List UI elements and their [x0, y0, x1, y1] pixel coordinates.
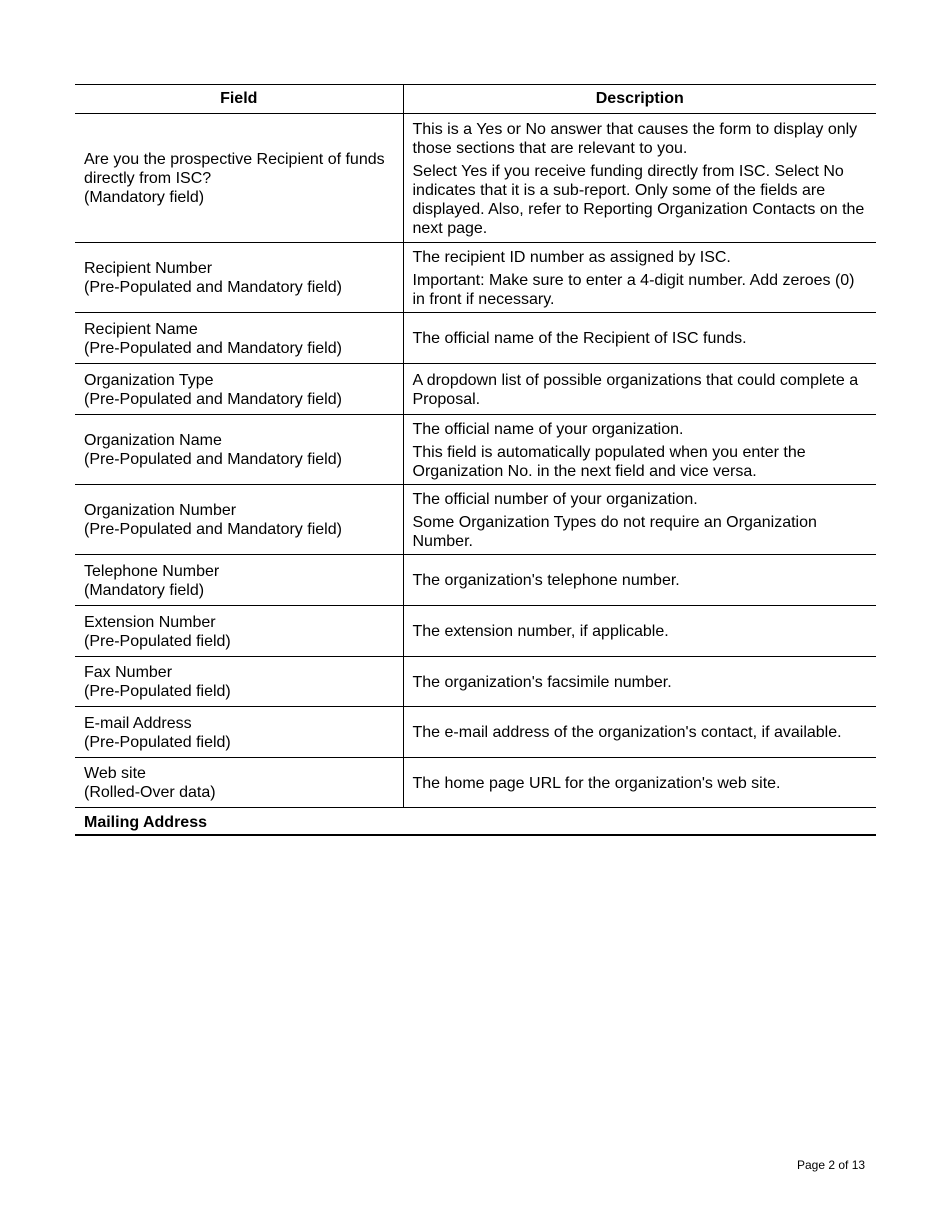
section-heading-row	[75, 808, 876, 836]
field-cell	[75, 657, 403, 707]
field-note: (Pre-Populated field)	[84, 632, 231, 650]
description-cell	[403, 657, 876, 707]
table-row	[75, 364, 876, 415]
description-text: Select Yes if you receive funding directly from ISC. Select No indicates that it is a sub-report. Only some of the fields are displayed. Also, refer to Reporting Organization Contacts on the next page.	[412, 162, 865, 237]
table-row	[75, 606, 876, 657]
field-cell	[75, 555, 403, 606]
description-cell	[403, 415, 876, 485]
field-cell	[75, 313, 403, 364]
column-header-field: Field	[75, 85, 403, 114]
description-text: The official name of the Recipient of ISC funds.	[412, 330, 747, 347]
description-cell	[403, 243, 876, 313]
table-row	[75, 415, 876, 485]
field-note: (Pre-Populated and Mandatory field)	[84, 339, 342, 357]
description-text: Some Organization Types do not require an Organization Number.	[412, 513, 817, 550]
description-text: This field is automatically populated when you enter the Organization No. in the next field and vice versa.	[412, 443, 806, 480]
field-note: (Pre-Populated and Mandatory field)	[84, 451, 342, 468]
description-text: The official name of your organization.	[412, 420, 684, 438]
description-cell	[403, 485, 876, 555]
field-name: Extension Number	[84, 613, 216, 631]
field-name: Web site	[84, 765, 146, 782]
column-header-description: Description	[403, 85, 876, 114]
field-name: Are you the prospective Recipient of funds directly from ISC?	[84, 151, 385, 187]
description-text: The organization's facsimile number.	[412, 673, 672, 691]
table-row	[75, 313, 876, 364]
field-note: (Rolled-Over data)	[84, 784, 216, 801]
table-row	[75, 243, 876, 313]
description-text: A dropdown list of possible organizations that could complete a Proposal.	[412, 371, 859, 408]
field-name: Organization Number	[84, 502, 237, 519]
description-text: Important: Make sure to enter a 4-digit number. Add zeroes (0) in front if necessary.	[412, 271, 855, 308]
field-cell	[75, 243, 403, 313]
field-name: Telephone Number	[84, 562, 220, 580]
table-row	[75, 657, 876, 707]
field-name: E-mail Address	[84, 714, 192, 732]
field-name: Organization Name	[84, 432, 222, 449]
page-number: Page 2 of 13	[797, 1158, 866, 1172]
field-note: (Pre-Populated and Mandatory field)	[84, 521, 342, 538]
field-note: (Pre-Populated field)	[84, 733, 231, 751]
description-cell	[403, 758, 876, 808]
description-text: The organization's telephone number.	[412, 572, 680, 589]
field-name: Fax Number	[84, 664, 173, 681]
field-note: (Pre-Populated field)	[84, 683, 231, 700]
description-cell	[403, 114, 876, 243]
description-text: The e-mail address of the organization's contact, if available.	[412, 724, 842, 741]
description-text: The official number of your organization.	[412, 490, 698, 508]
table-row	[75, 555, 876, 606]
description-text: This is a Yes or No answer that causes the form to display only those sections that are relevant to you.	[412, 120, 858, 157]
field-name: Organization Type	[84, 371, 214, 389]
field-note: (Pre-Populated and Mandatory field)	[84, 390, 342, 408]
field-cell	[75, 485, 403, 555]
field-cell	[75, 707, 403, 758]
table-row	[75, 707, 876, 758]
field-cell	[75, 364, 403, 415]
field-cell	[75, 114, 403, 243]
field-name: Recipient Name	[84, 320, 198, 338]
field-name: Recipient Number	[84, 260, 213, 277]
field-description-table	[75, 84, 876, 836]
description-cell	[403, 606, 876, 657]
description-cell	[403, 364, 876, 415]
field-cell	[75, 758, 403, 808]
field-note: (Pre-Populated and Mandatory field)	[84, 279, 342, 296]
field-note: (Mandatory field)	[84, 581, 205, 599]
section-heading-mailing-address: Mailing Address	[75, 808, 876, 836]
field-note: (Mandatory field)	[84, 189, 205, 206]
description-cell	[403, 555, 876, 606]
description-text: The extension number, if applicable.	[412, 623, 669, 640]
description-text: The recipient ID number as assigned by ISC.	[412, 248, 731, 266]
description-cell	[403, 313, 876, 364]
field-cell	[75, 606, 403, 657]
table-row	[75, 758, 876, 808]
table-row	[75, 114, 876, 243]
field-cell	[75, 415, 403, 485]
table-header-row	[75, 85, 876, 114]
description-text: The home page URL for the organization's web site.	[412, 774, 781, 792]
description-cell	[403, 707, 876, 758]
table-row	[75, 485, 876, 555]
